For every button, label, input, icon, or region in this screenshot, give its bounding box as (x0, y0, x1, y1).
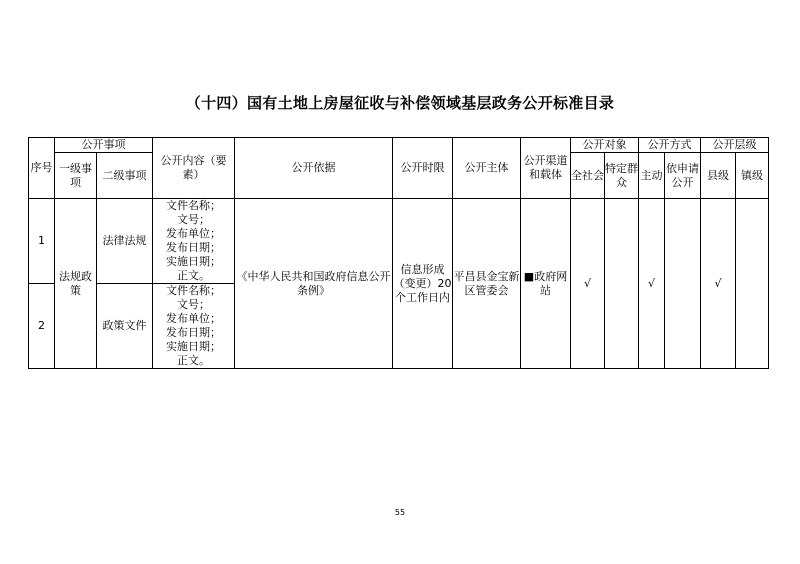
header-method-apply: 依申请公开 (665, 153, 701, 199)
header-target-all: 全社会 (571, 153, 605, 199)
page-number: 55 (394, 508, 406, 517)
row-channel: ■政府网站 (521, 199, 571, 369)
row-target-specific-empty (605, 199, 639, 369)
page-title: （十四）国有土地上房屋征收与补偿领域基层政务公开标准目录 (185, 94, 615, 112)
header-method-active: 主动 (639, 153, 665, 199)
header-level2: 二级事项 (97, 153, 153, 199)
table-row (29, 199, 769, 284)
row-tier-county-check: √ (701, 199, 736, 369)
header-target-specific: 特定群众 (605, 153, 639, 199)
row-basis: 《中华人民共和国政府信息公开条例》 (235, 199, 393, 369)
header-basis: 公开依据 (235, 138, 393, 199)
header-content: 公开内容（要素） (153, 138, 235, 199)
row-level2: 法律法规 (97, 199, 153, 284)
row-content: 文件名称； 文号； 发布单位； 发布日期； 实施日期； 正文。 (153, 284, 235, 369)
row-subject: 平昌县金宝新区管委会 (453, 199, 521, 369)
header-tier-town: 镇级 (736, 153, 769, 199)
row-seq: 1 (29, 199, 55, 284)
row-seq: 2 (29, 284, 55, 369)
row-method-apply-empty (665, 199, 701, 369)
row-timelimit: 信息形成（变更）20个工作日内 (393, 199, 453, 369)
header-timelimit: 公开时限 (393, 138, 453, 199)
header-method: 公开方式 (639, 138, 701, 153)
row-level1: 法规政策 (55, 199, 97, 369)
header-target: 公开对象 (571, 138, 639, 153)
header-seq: 序号 (29, 138, 55, 199)
header-level1: 一级事项 (55, 153, 97, 199)
row-content: 文件名称； 文号； 发布单位； 发布日期； 实施日期； 正文。 (153, 199, 235, 284)
row-level2: 政策文件 (97, 284, 153, 369)
header-subject: 公开主体 (453, 138, 521, 199)
header-tier-county: 县级 (701, 153, 736, 199)
header-matter: 公开事项 (55, 138, 153, 153)
row-method-active-check: √ (639, 199, 665, 369)
row-target-all-check: √ (571, 199, 605, 369)
header-tier: 公开层级 (701, 138, 769, 153)
catalog-table (28, 137, 769, 369)
header-channel: 公开渠道和载体 (521, 138, 571, 199)
row-tier-town-empty (736, 199, 769, 369)
